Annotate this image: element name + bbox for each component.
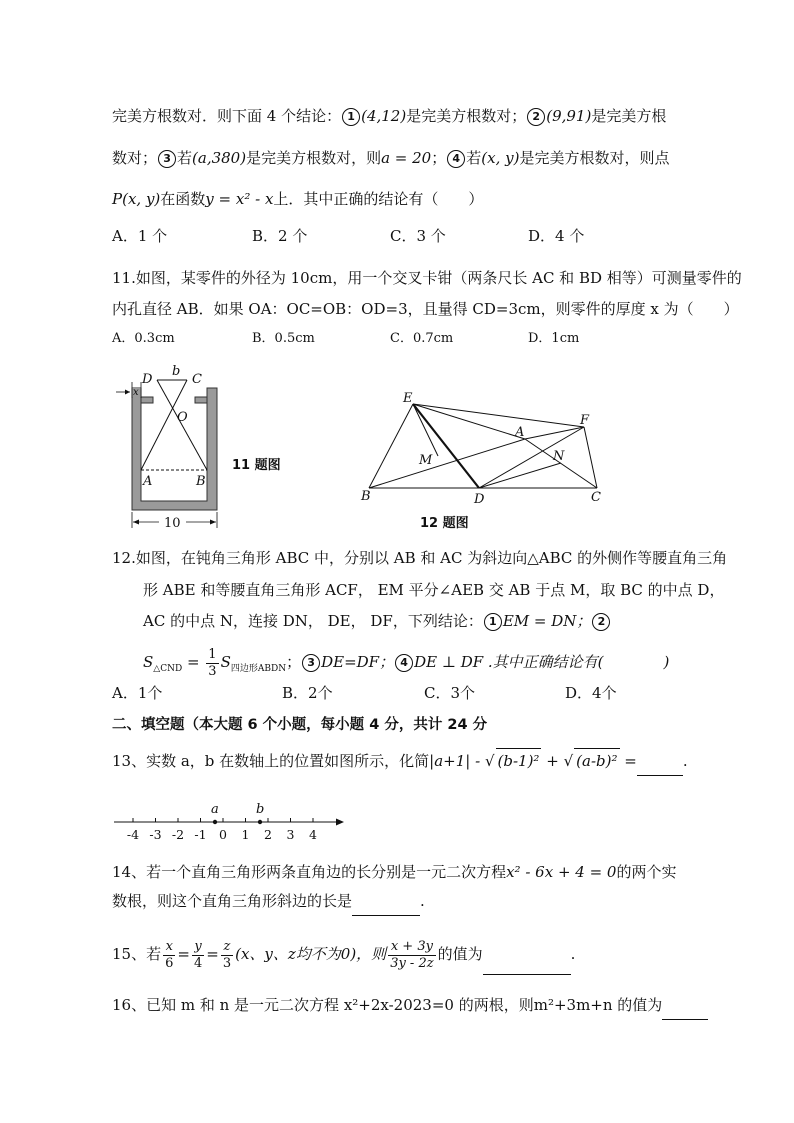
q12-text: ；	[286, 653, 302, 671]
label-b: b	[256, 802, 265, 817]
part-lip-right	[195, 397, 207, 403]
conclusion-4: DE ⊥ DF .其中正确结论有( )	[414, 653, 670, 671]
tick-label: -1	[194, 827, 207, 842]
numerator: y	[192, 939, 204, 956]
q10-text: 在函数	[160, 190, 206, 208]
circled-1: 1	[484, 613, 502, 631]
q10-text: 是完美方根	[591, 107, 667, 125]
conclusion-1: EM = DN；	[502, 612, 592, 630]
q10-line-3	[112, 187, 483, 211]
q15-text: 15、若	[112, 945, 162, 963]
abs-expr: |a+1| -	[429, 752, 481, 770]
answer-blank-16[interactable]	[662, 995, 708, 1020]
q16-text: 16、已知 m 和 n 是一元二次方程 x²+2x-2023=0 的两根，则m²+3m+n 的值为	[112, 996, 663, 1014]
tick-label: 4	[309, 827, 317, 842]
period: .	[420, 892, 425, 910]
tick-label: 2	[264, 827, 272, 842]
q11-option-c[interactable]: C．0.7cm	[390, 331, 454, 346]
dim-arrow-right	[210, 520, 216, 525]
sqrt-1: √ (b-1)²	[485, 752, 542, 770]
tick-label: 1	[241, 827, 250, 842]
segment-df	[479, 427, 584, 488]
tick-label: 0	[219, 827, 227, 842]
label-c: C	[591, 490, 601, 505]
answer-blank-13[interactable]	[637, 751, 683, 776]
circled-3: 3	[302, 654, 320, 672]
dim-arrow-left	[133, 520, 139, 525]
figure-11	[112, 360, 242, 532]
label-b: B	[196, 474, 206, 489]
tick-label: -2	[171, 827, 185, 842]
q11-option-d[interactable]: D．1cm	[528, 331, 580, 346]
tick-label: -4	[126, 827, 140, 842]
q10-text: 是完美方根数对，则点	[519, 149, 670, 167]
pair-1: (4,12)	[361, 107, 407, 125]
label-a: A	[143, 474, 153, 489]
period: .	[682, 752, 688, 770]
label-n: N	[553, 449, 565, 464]
equals: =	[182, 653, 205, 671]
q10-text: 数对；	[112, 149, 158, 167]
q11-line-2: 内孔直径 AB．如果 OA：OC=OB：OD=3，且量得 CD=3cm，则零件的厚度 x 为（ ）	[112, 300, 739, 318]
conclusion-3: DE=DF；	[321, 653, 395, 671]
pair-3: (a,380)	[192, 149, 247, 167]
fraction-y4	[192, 939, 204, 972]
label-e: E	[403, 391, 413, 406]
q14-text: 14、若一个直角三角形两条直角边的长分别是一元二次方程	[112, 863, 507, 881]
q14-line-1	[112, 860, 677, 884]
q15-text: 的值为	[437, 945, 483, 963]
pair-2: (9,91)	[546, 107, 592, 125]
radicand-2: (a-b)²	[574, 748, 619, 773]
circled-4: 4	[395, 654, 413, 672]
segment-fc	[584, 427, 597, 488]
answer-blank-14[interactable]	[352, 891, 420, 916]
equation-a: a = 20	[381, 149, 432, 167]
label-b-width: b	[172, 364, 181, 379]
q10-option-b[interactable]: B．2 个	[252, 227, 308, 245]
q10-line-2	[112, 146, 669, 170]
q10-option-d[interactable]: D．4 个	[528, 227, 585, 245]
q12-option-b[interactable]: B．2个	[282, 684, 333, 702]
q12-line-4	[143, 644, 669, 687]
q12-option-d[interactable]: D．4个	[565, 684, 617, 702]
q11-option-b[interactable]: B．0.5cm	[252, 331, 315, 346]
area-sub-cnd: △CND	[153, 664, 183, 674]
label-10: 10	[164, 516, 181, 531]
q14-line-2	[112, 889, 425, 916]
area-sub-abdn: 四边形ABDN	[230, 664, 287, 674]
q10-text: 若	[466, 149, 482, 167]
area-s: S	[143, 653, 154, 671]
q10-text: 是完美方根数对；	[406, 107, 527, 125]
segment-ea	[413, 404, 525, 439]
point-p: P(x, y)	[112, 190, 161, 208]
denominator: 3y - 2z	[390, 955, 434, 971]
figure-12-caption: 12 题图	[420, 516, 469, 531]
fraction-numerator: 1	[208, 646, 217, 662]
fraction-expression	[388, 939, 435, 972]
q14-text: 的两个实	[616, 863, 677, 881]
segment-be	[369, 404, 413, 488]
point-b	[258, 820, 262, 824]
denominator: 4	[193, 955, 203, 971]
denominator: 3	[222, 955, 232, 971]
q15-text: (x、y、z均不为0)，则	[235, 945, 387, 963]
fraction-x6	[163, 939, 175, 972]
circled-2: 2	[592, 613, 610, 631]
numerator: x + 3y	[388, 939, 435, 956]
q10-line-1	[112, 104, 666, 128]
q11-option-a[interactable]: A．0.3cm	[112, 331, 175, 346]
circled-4: 4	[447, 150, 465, 168]
fraction-denominator: 3	[208, 663, 217, 679]
circled-1: 1	[342, 108, 360, 126]
quadratic-eq: x² - 6x + 4 = 0	[506, 863, 617, 881]
label-o: O	[177, 410, 188, 425]
denominator: 6	[165, 955, 174, 971]
axis-arrowhead	[336, 819, 344, 826]
q10-text: 上．其中正确的结论有（ ）	[273, 190, 484, 208]
point-a	[213, 820, 217, 824]
pair-4: (x, y)	[481, 149, 520, 167]
label-d: D	[474, 492, 485, 507]
area-s2: S	[220, 653, 231, 671]
q12-text: AC 的中点 N，连接 DN， DE， DF，下列结论：	[143, 612, 483, 630]
label-x: x	[133, 387, 139, 398]
label-b: B	[361, 489, 371, 504]
part-lip-left	[141, 397, 153, 403]
numerator: z	[221, 939, 233, 956]
label-m: M	[419, 453, 433, 468]
q10-text: 完美方根数对．则下面 4 个结论：	[112, 107, 342, 125]
section-2-title: 二、填空题（本大题 6 个小题，每小题 4 分，共计 24 分	[112, 717, 488, 733]
plus-sign: +	[546, 752, 559, 770]
sqrt-2: √ (a-b)²	[564, 752, 620, 770]
q10-text: 若	[177, 149, 193, 167]
number-line	[112, 796, 352, 844]
q14-text: 数根，则这个直角三角形斜边的长是	[112, 892, 353, 910]
label-d: D	[142, 372, 153, 387]
q12-line-1: 12.如图，在钝角三角形 ABC 中，分别以 AB 和 AC 为斜边向△ABC 的外侧作等腰直角三角	[112, 549, 728, 567]
fraction-z3	[221, 939, 233, 972]
figure-12	[355, 385, 620, 510]
part-wall	[132, 388, 217, 510]
segment-dn	[479, 463, 561, 488]
period: .	[570, 945, 576, 963]
label-c: C	[192, 372, 202, 387]
q12-line-3	[143, 609, 611, 633]
segment-ef	[413, 404, 584, 427]
figure-11-caption: 11 题图	[232, 458, 281, 473]
q12-line-2: 形 ABE 和等腰直角三角形 ACF， EM 平分∠AEB 交 AB 于点 M，取 BC 的中点 D，	[143, 581, 725, 599]
q16-line	[112, 993, 708, 1020]
tick-label: 3	[286, 827, 295, 842]
label-a: A	[515, 425, 525, 440]
tick-label: -3	[149, 827, 162, 842]
fraction-one-third	[206, 647, 218, 680]
equals: =	[624, 752, 637, 770]
q10-option-a[interactable]: A．1 个	[112, 227, 168, 245]
q12-option-a[interactable]: A．1个	[112, 684, 163, 702]
x-arrowhead	[125, 390, 130, 395]
numerator: x	[163, 939, 175, 956]
q10-text: ；	[431, 149, 447, 167]
radicand-1: (b-1)²	[496, 748, 542, 773]
function-expr: y = x² - x	[205, 190, 274, 208]
q13-text: 13、实数 a，b 在数轴上的位置如图所示，化简	[112, 752, 430, 770]
segment-af	[525, 427, 584, 439]
label-a: a	[211, 802, 219, 817]
q15-line: 15、若 $\frac{x}{6}$ = $\frac{y}{4}$ = $\frac{z}{3}$ (x、y、z均不为0)，则 $\frac{x + 3y}{3y - 2z}$ 的值为 .	[112, 936, 575, 975]
circled-3: 3	[158, 150, 176, 168]
q10-text: 是完美方根数对，则	[246, 149, 382, 167]
q10-option-c[interactable]: C．3 个	[390, 227, 446, 245]
q11-line-1: 11.如图，某零件的外径为 10cm，用一个交叉卡钳（两条尺长 AC 和 BD 相等）可测量零件的	[112, 269, 742, 287]
segment-de	[413, 404, 479, 488]
circled-2: 2	[527, 108, 545, 126]
q13-line	[112, 748, 688, 776]
label-f: F	[580, 413, 590, 428]
q12-option-c[interactable]: C．3个	[424, 684, 476, 702]
answer-blank-15[interactable]	[483, 938, 571, 975]
